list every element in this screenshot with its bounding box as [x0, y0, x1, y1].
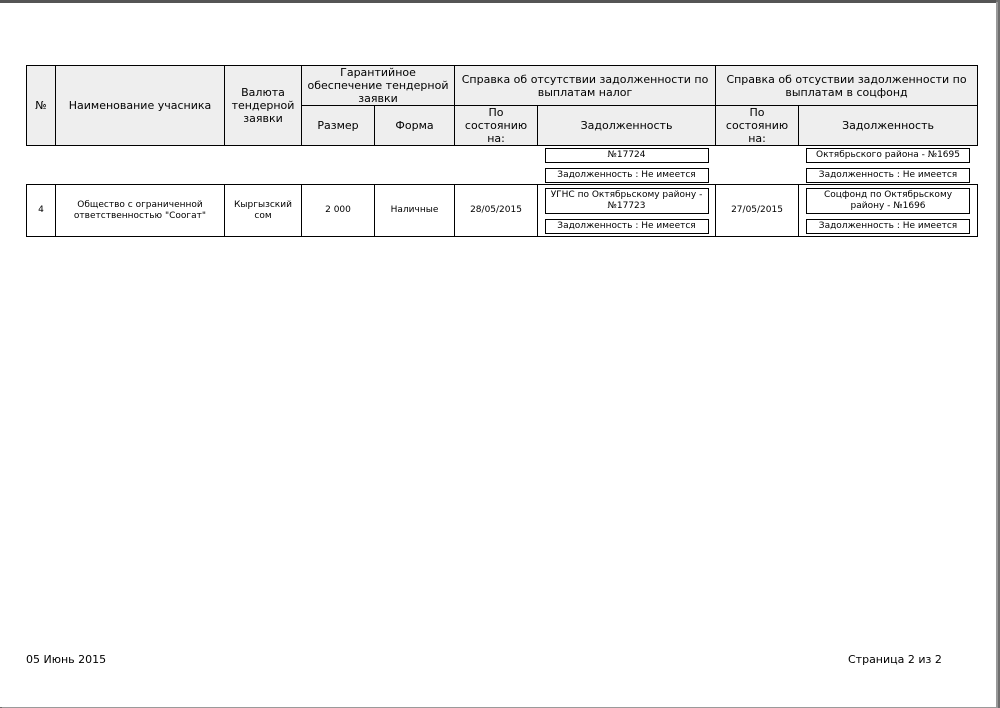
- row-num: 4: [27, 185, 56, 237]
- header-tax-date: По состоянию на:: [455, 106, 538, 146]
- header-guarantee: Гарантийное обеспечение тендерной заявки: [302, 66, 455, 106]
- row-guarantee-form: Наличные: [375, 185, 455, 237]
- tax-doc-box: УГНС по Октябрьскому району - №17723: [545, 188, 709, 214]
- header-social: Справка об отсуствии задолженности по выплатам в соцфонд: [716, 66, 978, 106]
- header-social-debt: Задолженность: [799, 106, 978, 146]
- header-participant: Наименование учасника: [56, 66, 225, 146]
- continuation-row: [27, 146, 978, 185]
- header-guarantee-size: Размер: [302, 106, 375, 146]
- row-currency: Кыргызский сом: [225, 185, 302, 237]
- header-guarantee-form: Форма: [375, 106, 455, 146]
- tax-doc-box: №17724: [545, 148, 709, 163]
- header-social-date: По состоянию на:: [716, 106, 799, 146]
- header-num: №: [27, 66, 56, 146]
- social-doc-box: Соцфонд по Октябрьскому району - №1696: [806, 188, 970, 214]
- tax-status-box: Задолженность : Не имеется: [545, 219, 709, 234]
- social-status-box: Задолженность : Не имеется: [806, 168, 970, 183]
- social-status-box: Задолженность : Не имеется: [806, 219, 970, 234]
- row-tax-date: 28/05/2015: [455, 185, 538, 237]
- header-currency: Валюта тендерной заявки: [225, 66, 302, 146]
- footer-page-number: Страница 2 из 2: [848, 653, 942, 666]
- row-social-debt: [799, 185, 978, 237]
- row-social-date: 27/05/2015: [716, 185, 799, 237]
- header-tax: Справка об отсутствии задолженности по выплатам налог: [455, 66, 716, 106]
- header-tax-debt: Задолженность: [538, 106, 716, 146]
- table-row: [27, 185, 978, 237]
- row-tax-debt: [538, 185, 716, 237]
- footer-date: 05 Июнь 2015: [26, 653, 107, 666]
- tax-status-box: Задолженность : Не имеется: [545, 168, 709, 183]
- social-doc-box: Октябрьского района - №1695: [806, 148, 970, 163]
- row-participant-name: Общество с ограниченной ответственностью "Соогат": [56, 185, 225, 237]
- row-guarantee-size: 2 000: [302, 185, 375, 237]
- participants-table: [26, 65, 978, 237]
